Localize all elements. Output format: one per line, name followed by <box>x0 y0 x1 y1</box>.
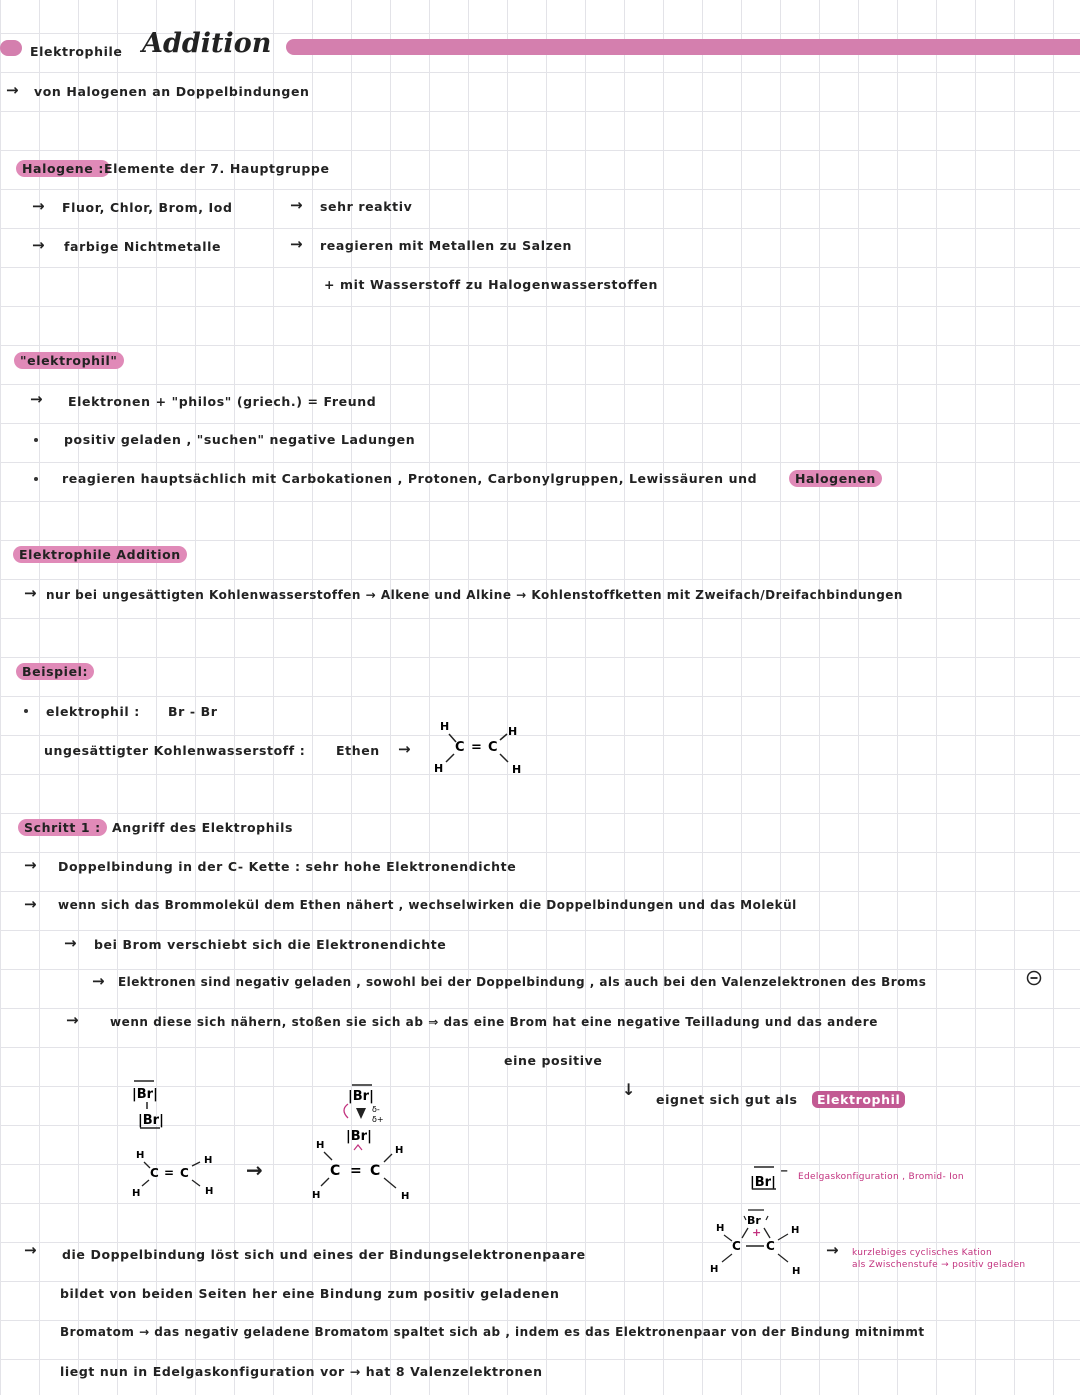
elektrophil-etym: Elektronen + "philos" (griech.) = Freund <box>68 394 377 409</box>
atom-c: C <box>455 740 465 755</box>
atom-br: |Br| <box>132 1087 158 1102</box>
arrow-right-icon: → <box>24 895 37 913</box>
arrow-right-icon: → <box>826 1241 839 1259</box>
atom-c: C <box>370 1163 381 1179</box>
bullet-dot <box>24 709 28 713</box>
elektrophil-reagieren: reagieren hauptsächlich mit Carbokationen , Protonen, Carbonylgruppen, Lewissäuren und <box>62 471 758 486</box>
addition-text: nur bei ungesättigten Kohlenwasserstoffen → Alkene und Alkine → Kohlenstoffketten mit Zweifach/Dreifachbindungen <box>46 588 903 602</box>
bullet-dot <box>34 477 38 481</box>
bromonium-ion <box>704 1206 814 1278</box>
atom-h: H <box>512 763 522 776</box>
arrow-right-icon: → <box>24 856 37 874</box>
bromine-ethene-reactants <box>120 1078 230 1200</box>
halogenen-highlight: Halogenen <box>789 471 882 486</box>
down-arrow-icon: ↓ <box>622 1080 636 1099</box>
arrow-right-icon: → <box>24 584 37 602</box>
header-prefix: Elektrophile <box>30 44 123 59</box>
arrow-right-icon: → <box>32 197 45 215</box>
page-title: Addition <box>142 28 272 59</box>
atom-c: C <box>766 1239 775 1253</box>
double-bond: = <box>164 1166 175 1180</box>
bullet-dot <box>34 438 38 442</box>
atom-h: H <box>508 725 518 738</box>
positive-charge: + <box>752 1226 762 1239</box>
header-subtitle: von Halogenen an Doppelbindungen <box>34 84 310 99</box>
elektrophil-label: "elektrophil" <box>14 353 124 368</box>
atom-c: C <box>330 1163 341 1179</box>
atom-h: H <box>434 762 444 775</box>
arrow-right-icon: → <box>92 972 105 990</box>
atom-h: H <box>710 1264 719 1275</box>
schritt1-line5: wenn diese sich nähern, stoßen sie sich ab ⇒ das eine Brom hat eine negative Teilladung und das andere <box>110 1015 878 1029</box>
header-bar-left <box>0 40 22 56</box>
halogene-wasserstoff: + mit Wasserstoff zu Halogenwasserstoffen <box>324 277 658 292</box>
beispiel-kw-value: Ethen <box>336 743 380 758</box>
bottom-line2: bildet von beiden Seiten her eine Bindung zum positiv geladenen <box>60 1286 560 1301</box>
beispiel-elektrophil-label: elektrophil : <box>46 704 140 719</box>
bottom-line3: Bromatom → das negativ geladene Bromatom spaltet sich ab , indem es das Elektronenpaar von der Bindung mitnimmt <box>60 1325 925 1339</box>
addition-label: Elektrophile Addition <box>13 547 187 562</box>
halogene-farbig: farbige Nichtmetalle <box>64 239 222 254</box>
atom-br: |Br| <box>346 1129 372 1144</box>
kurzlebig-line2: als Zwischenstufe → positiv geladen <box>852 1260 1026 1270</box>
halogene-list: Fluor, Chlor, Brom, Iod <box>62 200 233 215</box>
negative-charge: − <box>780 1166 789 1177</box>
atom-h: H <box>132 1188 141 1199</box>
halogene-metalle: reagieren mit Metallen zu Salzen <box>320 238 573 253</box>
arrow-right-icon: → <box>398 740 411 758</box>
atom-h: H <box>440 720 450 733</box>
arrow-right-icon: → <box>64 934 77 952</box>
arrow-right-icon: → <box>246 1158 263 1182</box>
beispiel-kw-label: ungesättigter Kohlenwasserstoff : <box>44 743 306 758</box>
arrow-right-icon: → <box>30 390 43 408</box>
atom-h: H <box>316 1140 325 1151</box>
arrow-right-icon: → <box>290 235 303 253</box>
partial-negative: δ- <box>372 1105 380 1114</box>
atom-c: C <box>150 1166 159 1180</box>
bromide-ion <box>744 1162 792 1192</box>
atom-br: |Br| <box>138 1113 164 1128</box>
schritt1-line6: eine positive <box>504 1053 603 1068</box>
bottom-line4: liegt nun in Edelgaskonfiguration vor → hat 8 Valenzelektronen <box>60 1364 543 1379</box>
atom-h: H <box>205 1186 214 1197</box>
elektrophil-highlight: Elektrophil <box>812 1092 905 1107</box>
polarized-bromine-ethene <box>304 1082 424 1206</box>
ethen-structure <box>428 716 528 778</box>
partial-positive: δ+ <box>372 1115 384 1124</box>
schritt1-line2: wenn sich das Brommolekül dem Ethen nähert , wechselwirken die Doppelbindungen und das Molekül <box>58 898 797 912</box>
atom-br: Br <box>747 1214 761 1227</box>
halogene-reaktiv: sehr reaktiv <box>320 199 413 214</box>
atom-h: H <box>136 1150 145 1161</box>
atom-c: C <box>488 740 498 755</box>
eignet-text: eignet sich gut als <box>656 1092 798 1107</box>
schritt1-label: Schritt 1 : <box>18 820 107 835</box>
halogene-definition: Elemente der 7. Hauptgruppe <box>104 161 330 176</box>
atom-br: |Br| <box>750 1175 776 1190</box>
arrow-right-icon: → <box>66 1011 79 1029</box>
atom-br: |Br| <box>348 1089 374 1104</box>
schritt1-line3: bei Brom verschiebt sich die Elektronendichte <box>94 937 447 952</box>
header-bar-right <box>286 39 1080 55</box>
edelgas-note: Edelgaskonfiguration , Bromid- Ion <box>798 1172 964 1182</box>
arrow-right-icon: → <box>290 196 303 214</box>
atom-h: H <box>716 1223 725 1234</box>
atom-h: H <box>791 1225 800 1236</box>
atom-h: H <box>792 1266 801 1277</box>
atom-h: H <box>395 1145 404 1156</box>
kurzlebig-line1: kurzlebiges cyclisches Kation <box>852 1248 992 1258</box>
elektrophil-positiv: positiv geladen , "suchen" negative Ladungen <box>64 432 416 447</box>
halogene-label: Halogene : <box>16 161 110 176</box>
atom-c: C <box>180 1166 189 1180</box>
arrow-right-icon: → <box>6 81 19 99</box>
negative-charge-icon <box>1026 970 1042 986</box>
double-bond: = <box>471 740 482 755</box>
schritt1-line4: Elektronen sind negativ geladen , sowohl bei der Doppelbindung , als auch bei den Valenzelektronen des Broms <box>118 975 927 989</box>
arrow-right-icon: → <box>24 1241 37 1259</box>
arrow-right-icon: → <box>32 236 45 254</box>
schritt1-line1: Doppelbindung in der C- Kette : sehr hohe Elektronendichte <box>58 859 517 874</box>
bottom-line1: die Doppelbindung löst sich und eines der Bindungselektronenpaare <box>62 1247 586 1262</box>
double-bond: = <box>350 1163 362 1179</box>
atom-h: H <box>204 1155 213 1166</box>
schritt1-title: Angriff des Elektrophils <box>112 820 294 835</box>
atom-h: H <box>401 1191 410 1202</box>
atom-c: C <box>732 1239 741 1253</box>
atom-h: H <box>312 1190 321 1201</box>
beispiel-elektrophil-value: Br - Br <box>168 704 218 719</box>
beispiel-label: Beispiel: <box>16 664 94 679</box>
